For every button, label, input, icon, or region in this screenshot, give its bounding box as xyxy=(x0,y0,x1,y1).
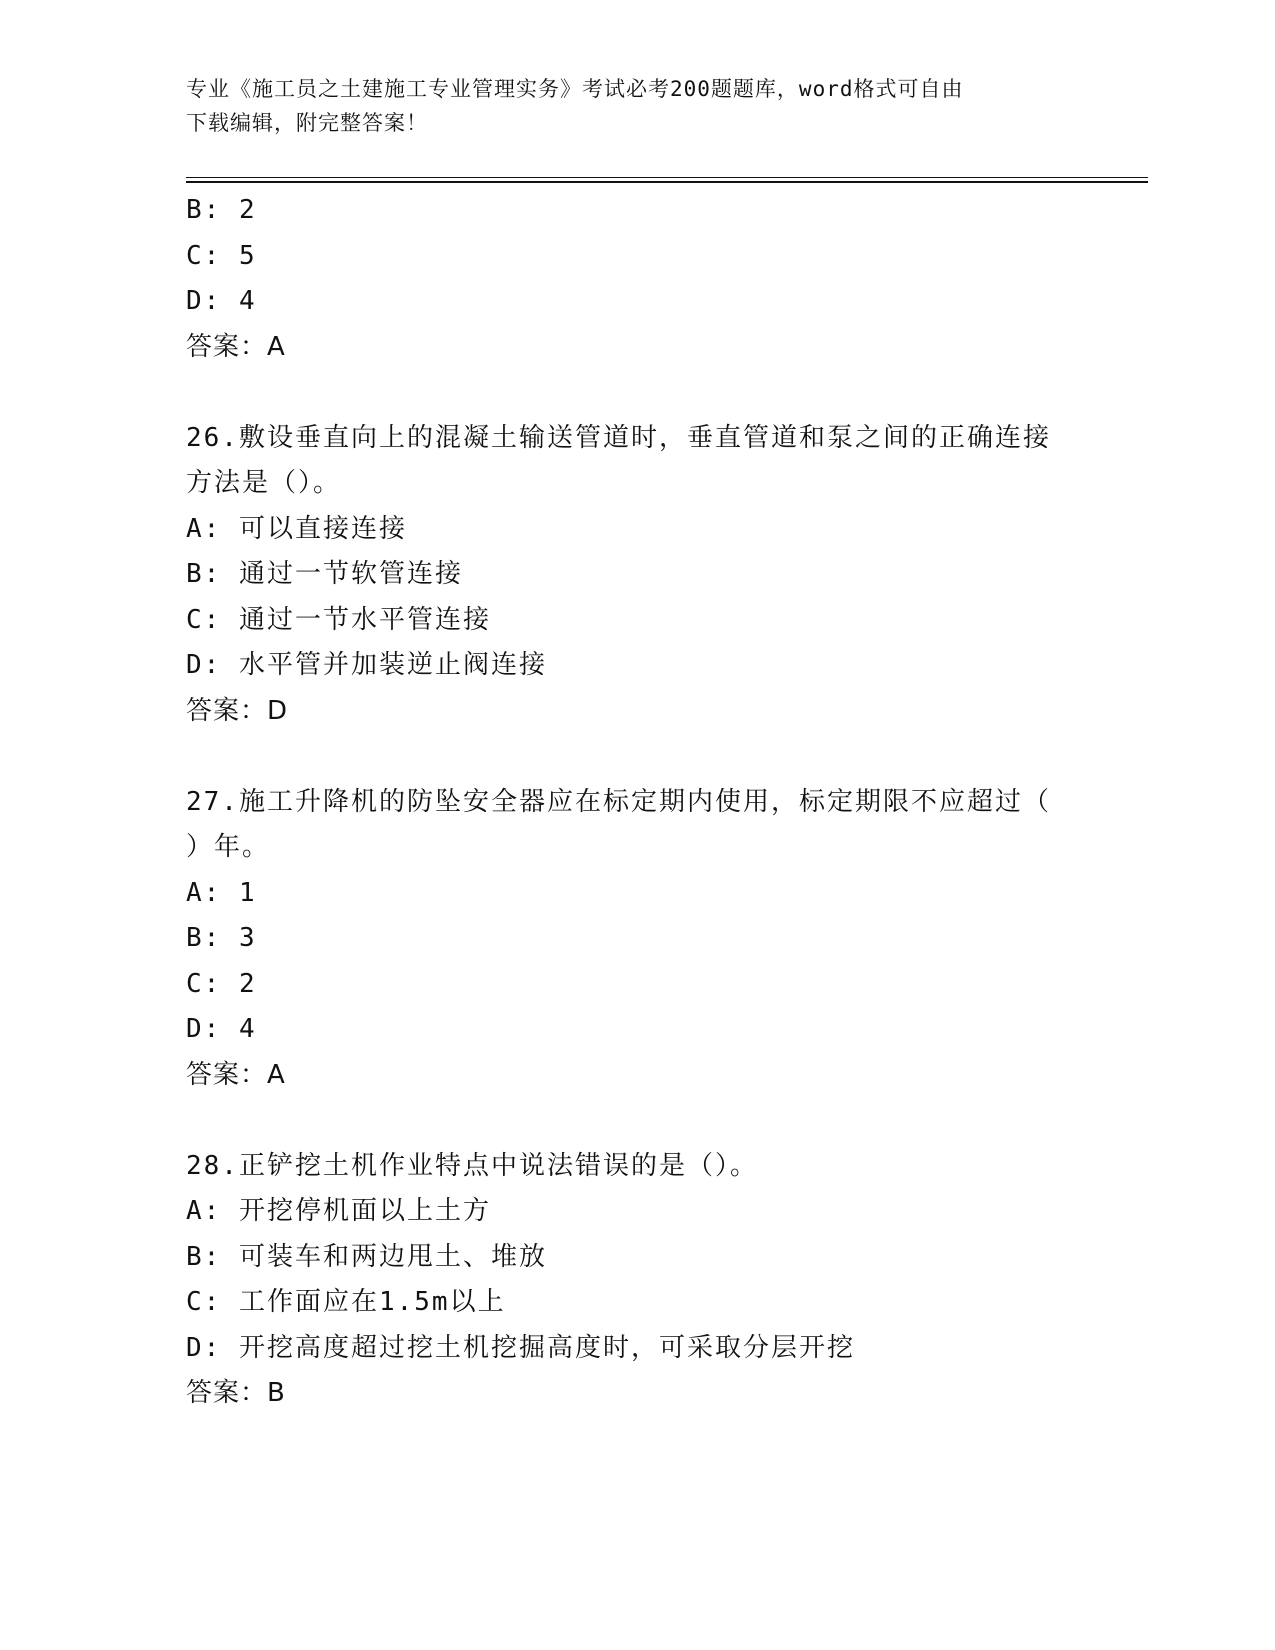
option-d: D: 开挖高度超过挖土机挖掘高度时，可采取分层开挖 xyxy=(186,1332,855,1363)
question-27 xyxy=(186,780,1086,1099)
header-line-2: 下载编辑，附完整答案！ xyxy=(186,111,428,135)
question-stem-continued: 方法是（）。 xyxy=(186,468,342,498)
option-d: D: 水平管并加装逆止阀连接 xyxy=(186,650,547,680)
question-stem-continued: ）年。 xyxy=(186,832,271,862)
question-25 xyxy=(186,188,1086,370)
answer: 答案：A xyxy=(186,1059,286,1090)
option-a: A: 可以直接连接 xyxy=(186,513,407,544)
header-line-1: 专业《施工员之土建施工专业管理实务》考试必考200题题库，word格式可自由 xyxy=(186,77,964,101)
option-b: B: 3 xyxy=(186,923,257,953)
option-a: A: 1 xyxy=(186,877,257,908)
question-stem: 26.敷设垂直向上的混凝土输送管道时，垂直管道和泵之间的正确连接 xyxy=(186,422,1051,453)
option-b: B: 可装车和两边甩土、堆放 xyxy=(186,1241,547,1272)
header-rule-thin xyxy=(186,177,1148,178)
question-stem: 28.正铲挖土机作业特点中说法错误的是（）。 xyxy=(186,1150,758,1181)
answer: 答案：B xyxy=(186,1378,286,1408)
question-stem: 27.施工升降机的防坠安全器应在标定期内使用，标定期限不应超过（ xyxy=(186,786,1051,817)
option-b: B: 通过一节软管连接 xyxy=(186,559,463,589)
option-c: C: 2 xyxy=(186,968,257,999)
option-a: A: 开挖停机面以上土方 xyxy=(186,1196,491,1226)
option-c: C: 5 xyxy=(186,240,257,271)
document-body xyxy=(186,188,1086,1417)
answer: 答案：D xyxy=(186,695,289,726)
header-rule-thick xyxy=(186,181,1148,183)
option-c: C: 通过一节水平管连接 xyxy=(186,604,491,635)
option-b: B: 2 xyxy=(186,195,257,225)
option-d: D: 4 xyxy=(186,1014,257,1044)
option-d: D: 4 xyxy=(186,286,257,316)
document-header xyxy=(186,72,1066,140)
option-c: C: 工作面应在1.5m以上 xyxy=(186,1287,506,1317)
question-28 xyxy=(186,1144,1086,1417)
answer: 答案：A xyxy=(186,331,286,362)
question-26 xyxy=(186,416,1086,735)
